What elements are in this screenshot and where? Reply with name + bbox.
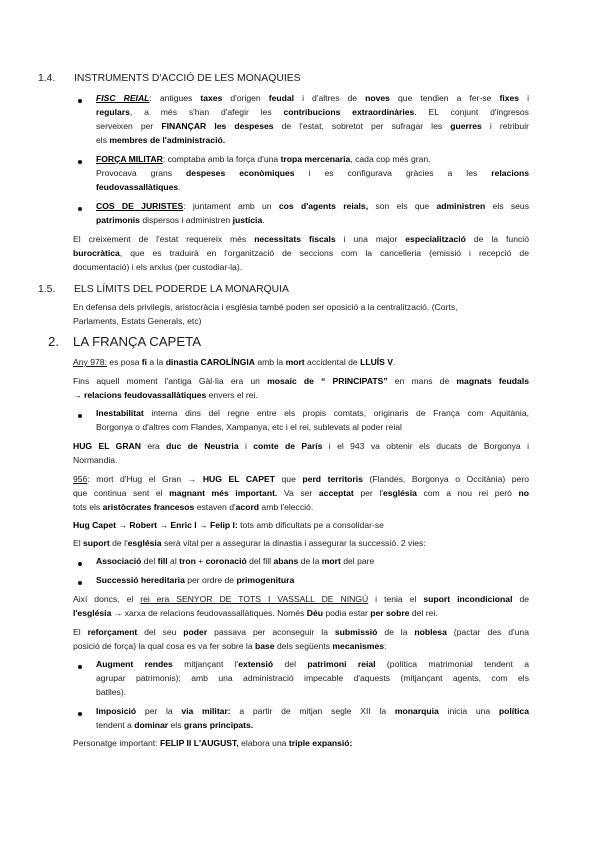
augment-line-3: batlles).: [96, 687, 127, 697]
aixi-line-1: Així doncs, el rei era SENYOR DE TOTS I VASSALL DE NINGÚ i tenia el suport incondicional de: [73, 594, 530, 604]
personatge-line: Personatge important: FELIP II L'AUGUST, elabora una triple expansió:: [73, 738, 353, 748]
creix-line-1: El creixement de l'estat requereix més necessitats fiscals i una major especialització de la funció: [73, 234, 529, 244]
aixi-line-2: l'església → xarxa de relacions feudovassallàtiques. Només Déu podia estar per sobre del rei.: [73, 608, 438, 618]
bullet-icon: [78, 207, 82, 211]
cos-line-1: COS DE JURISTES: juntament amb un cos d'agents reials, son els que administren els seus: [96, 201, 529, 211]
reforcament-line-1: El reforçament del seu poder passava per aconseguir la submissió de la noblesa (pactar des d'una: [73, 627, 529, 637]
creix-line-2: burocràtica, que es traduirà en l'organització de seccions com la cancelleria (emissió i recepció de: [73, 248, 529, 258]
bullet-icon: [78, 581, 82, 585]
augment-line-2: agrupar patrimonis); amb una administració impecable d'aquests (mitjançant agents, com els: [96, 673, 529, 683]
limits-line-2: Parlaments, Estats Generals, etc): [73, 316, 202, 326]
successio-line: Hug Capet → Robert → Enric I → Felip I: tots amb dificultats pe a consolidar-se: [73, 520, 384, 530]
cos-line-2: patrimonis dispersos i administren justícia.: [96, 215, 265, 225]
bullet-icon: [78, 712, 82, 716]
limits-line-1: En defensa dels privilegis, aristocràcia i església també poden ser oposició a la centralització. (Corts,: [73, 302, 458, 312]
fisc-line-1: FISC REIAL: antigues taxes d'origen feudal i d'altres de noves que tendien a fer-se fixes i: [96, 93, 529, 103]
suport-line: El suport de l'església serà vital per a assegurar la dinastia i assegurar la successió. 2 vies:: [73, 538, 426, 548]
section-number: 1.4.: [38, 73, 56, 84]
forca-line-2: Provocava grans despeses econòmiques i es configurava gràcies a les relacions: [96, 168, 529, 178]
bullet-icon: [78, 414, 82, 418]
imposicio-line-2: tendent a dominar els grans principats.: [96, 720, 254, 730]
any-978-line: Any 978: es posa fi a la dinastia CAROLÍNGIA amb la mort accidental de LLUÍS V.: [73, 357, 396, 367]
chapter-number: 2.: [48, 334, 59, 349]
bullet-icon: [78, 160, 82, 164]
chapter-heading: LA FRANÇA CAPETA: [73, 334, 202, 349]
creix-line-3: documentació) i els arxius (per custodiar-la).: [73, 262, 243, 272]
section-number: 1.5.: [38, 284, 56, 295]
p956-line-2: que continua sent el magnant més important. Va ser acceptat per l'església com a nou rei però no: [73, 488, 529, 498]
forca-line-1: FORÇA MILITAR: comptaba amb la força d'una tropa mercenaria, cada cop més gran.: [96, 154, 431, 164]
fisc-line-3: serveixen per FINANÇAR les despeses de l'estat, sobretot per sufragar les guerres i retribuir: [96, 121, 529, 131]
fins-line-2: → relacions feudovassallàtiques envers el rei.: [73, 390, 258, 400]
reforcament-line-2: posició de força) la qual cosa es va fer sobre la base dels següents mecanismes:: [73, 641, 387, 651]
hug-line-1: HUG EL GRAN era duc de Neustria i comte de París i el 943 va obtenir els ducats de Borgonya i: [73, 441, 529, 451]
augment-line-1: Augment rendes mitjançant l'extensió del patrimoni reial (política matrimonial tendent a: [96, 659, 529, 669]
forca-line-3: feudovassallàtiques.: [96, 182, 181, 192]
fins-line-1: Fins aquell moment l'antiga Gàl·lia era un mosaic de “ PRINCIPATS” en mans de magnats feudals: [73, 376, 529, 386]
associacio-line: Associació del fill al tron + coronació del fill abans de la mort del pare: [96, 556, 375, 566]
bullet-icon: [78, 99, 82, 103]
fisc-line-4: els membres de l'administració.: [96, 135, 226, 145]
bullet-icon: [78, 562, 82, 566]
inest-line-2: Borgonya o d'altres com Flandes, Xampanya, etc i el rei, sublevats al poder reial: [96, 422, 402, 432]
bullet-icon: [78, 665, 82, 669]
fisc-line-2: regulars, a més s'han d'afegir les contribucions extraordinàries. EL conjunt d'ingresos: [96, 107, 529, 117]
section-heading: INSTRUMENTS D'ACCIÓ DE LES MONAQUIES: [74, 73, 301, 84]
section-heading: ELS LÍMITS DEL PODERDE LA MONARQUIA: [74, 284, 289, 295]
hug-line-2: Normandia.: [73, 455, 118, 465]
inest-line-1: Inestabilitat interna dins del regne entre els propis comtats, originaris de França com Aquitània,: [96, 408, 529, 418]
p956-line-1: 956: mort d'Hug el Gran → HUG EL CAPET que perd territoris (Flandes, Borgonya o Occitània) pero: [73, 474, 529, 484]
hereditaria-line: Successió hereditaria per ordre de primogenitura: [96, 575, 295, 585]
imposicio-line-1: Imposició per la via militar: a partir de mitjan segle XII la monarquia inicia una política: [96, 706, 529, 716]
p956-line-3: tots els aristòcrates francesos estaven d'acord amb l'elecció.: [73, 502, 314, 512]
